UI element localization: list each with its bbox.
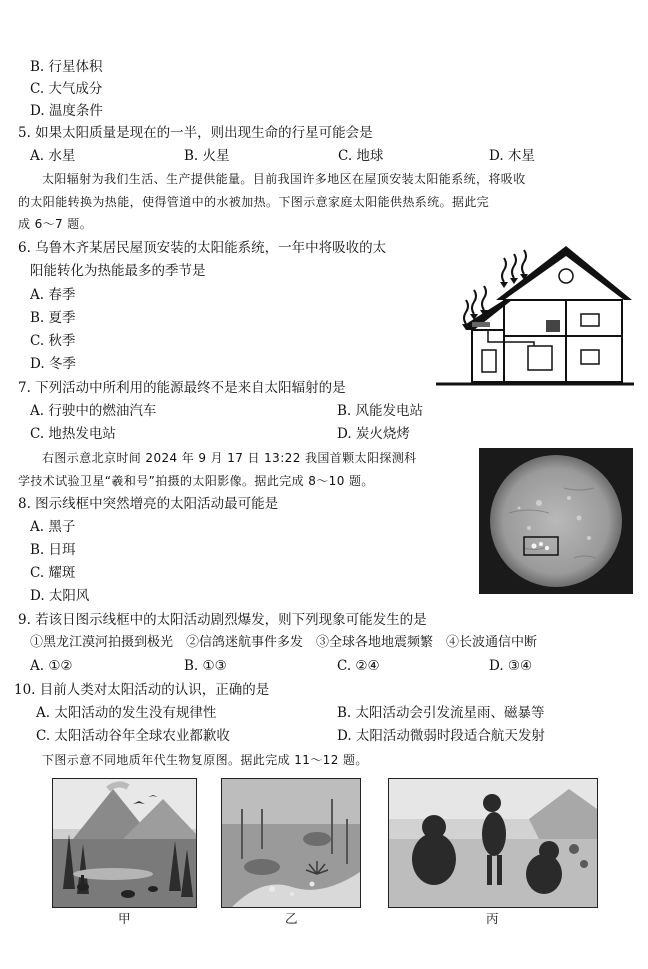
q9-option-c: C. ②④ <box>337 658 380 674</box>
q9-option-d: D. ③④ <box>489 658 533 674</box>
q9-statements: ①黑龙江漠河拍摄到极光 ②信鸽迷航事件多发 ③全球各地地震频繁 ④长波通信中断 <box>30 635 538 650</box>
q10-option-d: D. 太阳活动微弱时段适合航天发射 <box>337 728 545 744</box>
q6-option-b: B. 夏季 <box>30 310 76 326</box>
paleo-image-yi <box>221 778 361 908</box>
q8-option-b: B. 日珥 <box>30 542 76 558</box>
intro-8-10-line-2: 学技术试验卫星“羲和号”拍摄的太阳影像。据此完成 8～10 题。 <box>18 474 374 488</box>
q5-option-c: C. 地球 <box>338 148 384 164</box>
q5-stem: 5. 如果太阳质量是现在的一半，则出现生命的行星可能会是 <box>18 125 373 141</box>
q9-option-b: B. ①③ <box>184 658 227 674</box>
q6-stem-line-1: 6. 乌鲁木齐某居民屋顶安装的太阳能系统，一年中将吸收的太 <box>18 240 387 256</box>
q8-stem: 8. 图示线框中突然增亮的太阳活动最可能是 <box>18 496 279 512</box>
paleo-image-jia <box>52 778 197 908</box>
q5-option-b: B. 火星 <box>184 148 230 164</box>
q7-option-d: D. 炭火烧烤 <box>337 426 410 442</box>
q10-option-c: C. 太阳活动谷年全球农业都歉收 <box>36 728 230 744</box>
q6-option-c: C. 秋季 <box>30 333 76 349</box>
caption-bing: 丙 <box>486 911 499 926</box>
intro-6-7-line-1: 太阳辐射为我们生活、生产提供能量。目前我国许多地区在屋顶安装太阳能系统，将吸收 <box>42 172 526 186</box>
q7-option-c: C. 地热发电站 <box>30 426 116 442</box>
q7-stem: 7. 下列活动中所利用的能源最终不是来自太阳辐射的是 <box>18 380 346 396</box>
q9-option-a: A. ①② <box>30 658 73 674</box>
sun-image <box>479 448 633 594</box>
q9-stem: 9. 若该日图示线框中的太阳活动剧烈爆发，则下列现象可能发生的是 <box>18 612 427 628</box>
q5-option-d: D. 木星 <box>489 148 535 164</box>
q10-option-b: B. 太阳活动会引发流星雨、磁暴等 <box>337 705 545 721</box>
intro-6-7-line-3: 成 6～7 题。 <box>18 217 93 231</box>
q5-option-a: A. 水星 <box>30 148 76 164</box>
intro-8-10-line-1: 右图示意北京时间 2024 年 9 月 17 日 13:22 我国首颗太阳探测科 <box>42 451 417 465</box>
q8-option-a: A. 黑子 <box>30 519 76 535</box>
q4-option-d: D. 温度条件 <box>30 103 103 119</box>
intro-11-12: 下图示意不同地质年代生物复原图。据此完成 11～12 题。 <box>42 753 368 767</box>
q10-option-a: A. 太阳活动的发生没有规律性 <box>36 705 217 721</box>
q6-stem-line-2: 阳能转化为热能最多的季节是 <box>30 263 206 279</box>
q8-option-d: D. 太阳风 <box>30 588 90 604</box>
q7-option-a: A. 行驶中的燃油汽车 <box>30 403 157 419</box>
q6-option-a: A. 春季 <box>30 287 76 303</box>
q10-stem: 10. 目前人类对太阳活动的认识，正确的是 <box>14 682 270 698</box>
solar-house-figure <box>436 238 634 390</box>
intro-6-7-line-2: 的太阳能转换为热能，使得管道中的水被加热。下图示意家庭太阳能供热系统。据此完 <box>18 195 490 209</box>
q4-option-b: B. 行星体积 <box>30 59 103 75</box>
caption-jia: 甲 <box>118 911 131 926</box>
paleo-image-bing <box>388 778 598 908</box>
q7-option-b: B. 风能发电站 <box>337 403 424 419</box>
q8-option-c: C. 耀斑 <box>30 565 76 581</box>
q6-option-d: D. 冬季 <box>30 356 76 372</box>
caption-yi: 乙 <box>285 911 298 926</box>
q4-option-c: C. 大气成分 <box>30 81 103 97</box>
